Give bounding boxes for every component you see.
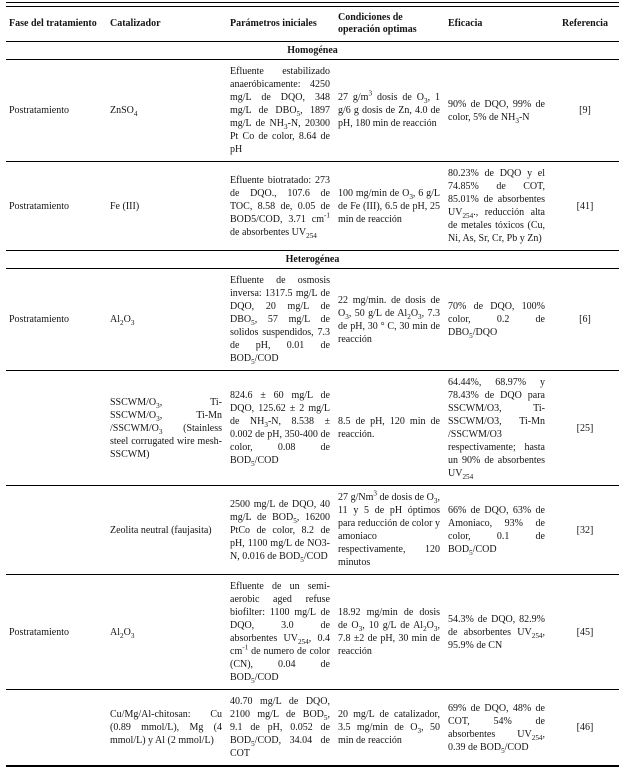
cell-condiciones: 20 mg/L de catalizador, 3.5 mg/min de $O_3$, 50 min de reacción [338, 709, 440, 746]
cell-fase: Postratamiento [9, 105, 69, 116]
table-row [6, 486, 619, 575]
cell-catalizador: $Al_2O_3$ [110, 314, 135, 327]
cell-catalizador: $Al_2O_3$ [110, 626, 135, 640]
cell-condiciones: 8.5 de pH, 120 min de reacción. [338, 416, 440, 440]
cell-referencia: [41] [576, 200, 594, 212]
section-title: Heterogénea [285, 254, 340, 265]
ozonation-catalysts-table [6, 6, 619, 767]
cell-fase: Postratamiento [9, 314, 69, 325]
cell-fase: Postratamiento [9, 200, 69, 212]
cell-catalizador: Fe (III) [110, 200, 140, 212]
cell-catalizador: Cu/Mg/Al-chitosan: Cu (0.89 mmol/L), Mg (4 mmol/L) y Al (2 mmol/L) [110, 709, 222, 746]
cell-parametros: Efluente de osmosis inversa: 1317.5 mg/L de DQO, 20 mg/L de $DBO_5$, 57 mg/L de solidos suspendidos, 7.3 de pH, 0.01 de $BOD_5$/COD [230, 275, 330, 366]
cell-referencia: [46] [576, 722, 594, 733]
cell-eficacia: 54.3% de DQO, 82.9% de absorbentes $UV_{254}$, 95.9% de CN [448, 613, 545, 651]
section-header-row [6, 251, 619, 269]
cell-referencia: [45] [576, 626, 594, 638]
cell-parametros: Efluente de un semi-aerobic aged refuse biofilter: 1100 mg/L de DQO, 3.0 de absorbentes $UV_{254}$, 0.4 $cm^{-1}$ de numero de color (CN), 0.04 de $BOD_5$/COD [230, 581, 330, 685]
cell-fase: Postratamiento [9, 626, 69, 638]
cell-parametros: 824.6 ± 60 mg/L de DQO, 125.62 ± 2 mg/L de $NH_3-N$, 8.538 ± 0.002 de pH, 350-400 de color, 0.08 de $BOD_5$/COD [230, 390, 330, 468]
col-header-catalizador: Catalizador [110, 18, 161, 29]
cell-parametros: Efluente estabilizado anaeróbicamente: 4250 mg/L de DQO, 348 mg/L de $DBO_5$, 1897 mg/L de $NH_3-N$, 20300 Pt Co de color, 8.64 de pH [230, 66, 330, 155]
table-row [6, 575, 619, 690]
cell-condiciones: 27 g/Nm$^3$ de dosis de $O_3$, 11 y 5 de pH óptimos para reducción de color y amoniaco respectivamente, 120 minutos [338, 489, 440, 568]
table-header-row [6, 7, 619, 42]
table-row [6, 269, 619, 371]
table-row [6, 60, 619, 162]
table-row [6, 371, 619, 486]
cell-parametros: 2500 mg/L de DQO, 40 mg/L de $BOD_5$, 16200 PtCo de color, 8.2 de pH, 1100 mg/L de NO3-N, 0.016 de $BOD_5$/COD [230, 498, 330, 564]
cell-parametros: Efluente biotratado: 273 de DQO., 107.6 de TOC, 8.58 de, 0.05 de BOD5/COD, 3.71 $cm^{-1}$ de absorbentes $UV_{254}$ [230, 174, 330, 240]
col-header-parametros-iniciales: Parámetros iniciales [230, 18, 317, 29]
cell-fase [6, 371, 110, 486]
cell-catalizador: SSCWM/$O_3$, $Ti-SSCWM/O_3$, Ti-Mn $/SSCWM/O_3$ (Stainless steel corrugated wire mesh-SSCWM) [110, 396, 222, 460]
col-header-referencia: Referencia [562, 18, 608, 29]
cell-referencia: [9] [579, 105, 591, 116]
cell-eficacia: 66% de DQO, 63% de Amoniaco, 93% de color, 0.1 de $BOD_5$/COD [448, 505, 545, 557]
cell-eficacia: 64.44%, 68.97% y 78.43% de DQO para SSCWM/O3, Ti-SSCWM/O3, Ti-Mn /SSCWM/O3 respectivamente; hasta un 90% de absorbentes $UV_{254}$ [448, 377, 545, 481]
cell-eficacia: 80.23% de DQO y el 74.85% de COT, 85.01% de absorbentes $UV_{254}$., reducción alta de metales tóxicos (Cu, Ni, As, Sr, Cr, Pb y Zn) [448, 168, 545, 244]
cell-eficacia: 69% de DQO, 48% de COT, 54% de absorbentes $UV_{254}$, 0.39 de $BOD_5$/COD [448, 702, 545, 755]
cell-eficacia: 70% de DQO, 100% color, 0.2 de $DBO_5$/DQO [448, 301, 545, 340]
cell-condiciones: 100 mg/min de $O_3$, 6 g/L de Fe (III), 6.5 de pH, 25 min de reacción [338, 187, 441, 225]
col-header-fase-del-tratamiento: Fase del tratamiento [9, 18, 97, 29]
table-container [6, 2, 619, 767]
cell-catalizador: Zeolita neutral (faujasita) [110, 524, 212, 536]
cell-condiciones: 18.92 mg/min de dosis de $O_3$, 10 g/L de $Al_2O_3$, 7.8 ±2 de pH, 30 min de reacción [338, 607, 440, 657]
cell-referencia: [32] [576, 524, 594, 536]
section-title: Homogénea [287, 45, 338, 56]
cell-catalizador: ZnSO$_4$ [110, 105, 138, 118]
cell-referencia: [6] [579, 314, 591, 325]
col-header-eficacia: Eficacia [448, 18, 483, 29]
cell-condiciones: 22 mg/min. de dosis de $O_3$, 50 g/L de $Al_2O_3$, 7.3 de pH, 30 ° C, 30 min de reacción [338, 294, 441, 345]
cell-parametros: 40.70 mg/L de DQO, 2100 mg/L de $BOD_5$, 9.1 de pH, 0.052 de $BOD_5$/COD, 34.04 de COT [230, 696, 330, 759]
cell-eficacia: 90% de DQO, 99% de color, 5% de $NH_3-N$ [448, 98, 545, 125]
cell-referencia: [25] [576, 422, 594, 434]
table-row [6, 162, 619, 251]
section-header-row [6, 42, 619, 60]
cell-condiciones: 27 $g/m^3$ dosis de $O_3$, 1 g/6 g dosis de Zn, 4.0 de pH, 180 min de reacción [338, 89, 440, 129]
table-row [6, 690, 619, 767]
cell-fase [6, 690, 110, 767]
col-header-condiciones-operacion: Condiciones de operación optimas [338, 12, 417, 35]
cell-fase [6, 486, 110, 575]
